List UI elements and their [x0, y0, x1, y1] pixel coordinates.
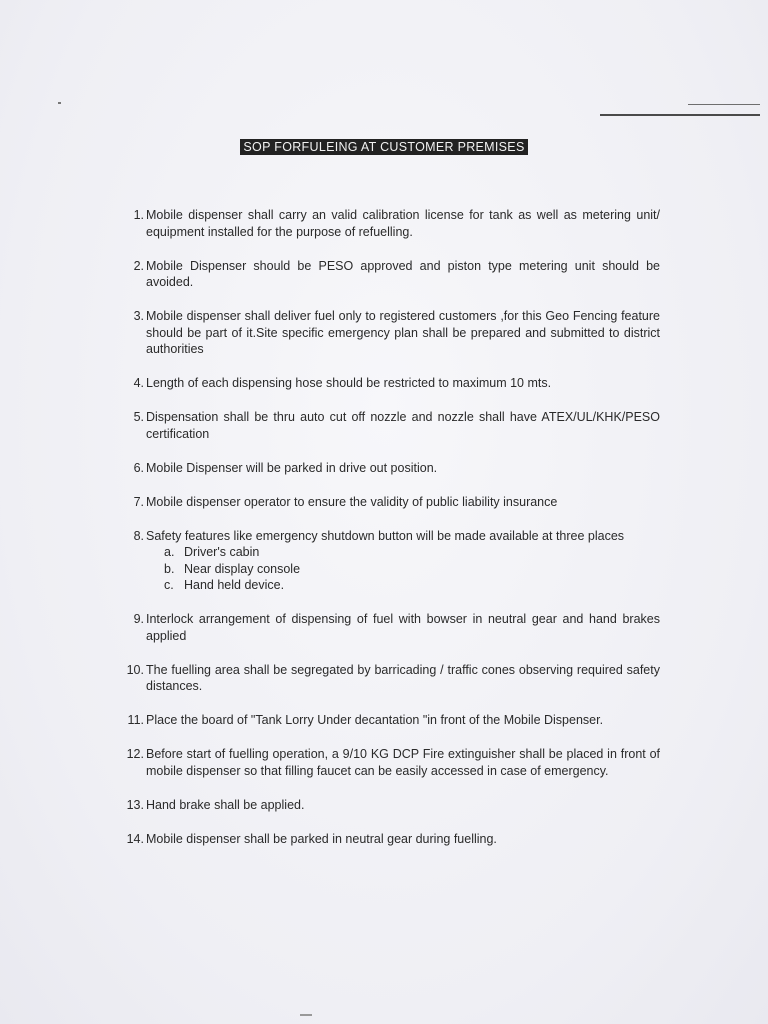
- item-text: Mobile dispenser operator to ensure the validity of public liability insurance: [146, 494, 558, 509]
- sub-list-item: [164, 577, 660, 594]
- item-number: 3.: [133, 309, 144, 323]
- list-item: [120, 409, 660, 442]
- item-text: Mobile dispenser shall be parked in neutral gear during fuelling.: [146, 831, 497, 846]
- list-item: [120, 308, 660, 358]
- item-number: 8.: [133, 528, 144, 543]
- item-number: 6.: [133, 460, 144, 475]
- list-item: [120, 207, 660, 240]
- sub-list: [146, 544, 660, 594]
- item-number: 4.: [133, 376, 144, 390]
- list-item: [120, 712, 660, 729]
- item-number: 7.: [133, 494, 144, 509]
- item-text: Mobile dispenser shall deliver fuel only to registered customers ,for this Geo Fencing feature should be part of it.Site specific emergency plan shall be prepared and submitted to district authorities: [146, 309, 660, 356]
- item-number: 12.: [126, 747, 144, 761]
- item-text: Hand brake shall be applied.: [146, 797, 305, 812]
- item-text: Mobile dispenser shall carry an valid calibration license for tank as well as metering unit/ equipment installed for the purpose of refuelling.: [146, 208, 660, 239]
- list-item: [120, 258, 660, 291]
- scan-speck: [58, 102, 61, 104]
- item-number: 14.: [126, 831, 144, 846]
- list-item: [120, 494, 660, 511]
- item-text: The fuelling area shall be segregated by barricading / traffic cones observing required safety distances.: [146, 662, 660, 693]
- list-item: [120, 528, 660, 594]
- list-item: [120, 662, 660, 695]
- sub-item-letter: b.: [164, 561, 175, 576]
- sub-item-letter: a.: [164, 545, 175, 559]
- sub-item-letter: c.: [164, 578, 174, 592]
- list-item: [120, 611, 660, 644]
- sub-item-text: Driver's cabin: [184, 545, 260, 559]
- list-item: [120, 460, 660, 477]
- sub-list-item: [164, 544, 660, 561]
- item-number: 9.: [133, 612, 144, 626]
- item-number: 11.: [127, 713, 144, 727]
- item-text: Safety features like emergency shutdown button will be made available at three places: [146, 528, 625, 543]
- list-item: [120, 746, 660, 779]
- sub-item-text: Near display console: [184, 561, 301, 576]
- item-text: Place the board of "Tank Lorry Under decantation "in front of the Mobile Dispenser.: [146, 713, 604, 727]
- sop-list: [120, 207, 660, 865]
- sub-list-item: [164, 561, 660, 578]
- scan-line-mark: [600, 114, 760, 116]
- document-title: SOP FORFULEING AT CUSTOMER PREMISES: [240, 139, 527, 155]
- item-text: Length of each dispensing hose should be restricted to maximum 10 mts.: [146, 376, 552, 390]
- scan-speck: [300, 1014, 312, 1016]
- item-text: Mobile Dispenser should be PESO approved and piston type metering unit should be avoided.: [146, 258, 660, 289]
- item-text: Interlock arrangement of dispensing of fuel with bowser in neutral gear and hand brakes applied: [146, 612, 660, 643]
- item-number: 2.: [133, 258, 144, 273]
- sub-item-text: Hand held device.: [184, 578, 285, 592]
- item-number: 13.: [126, 797, 144, 812]
- item-text: Dispensation shall be thru auto cut off nozzle and nozzle shall have ATEX/UL/KHK/PESO certification: [146, 410, 660, 441]
- item-text: Mobile Dispenser will be parked in drive out position.: [146, 460, 438, 475]
- scan-line-mark: [688, 104, 760, 105]
- item-number: 10.: [126, 662, 144, 677]
- item-number: 5.: [133, 410, 144, 424]
- list-item: [120, 797, 660, 814]
- list-item: [120, 831, 660, 848]
- list-item: [120, 375, 660, 392]
- item-text: Before start of fuelling operation, a 9/10 KG DCP Fire extinguisher shall be placed in front of mobile dispenser so that filling faucet can be easily accessed in case of emergency.: [146, 747, 660, 778]
- item-number: 1.: [133, 208, 144, 222]
